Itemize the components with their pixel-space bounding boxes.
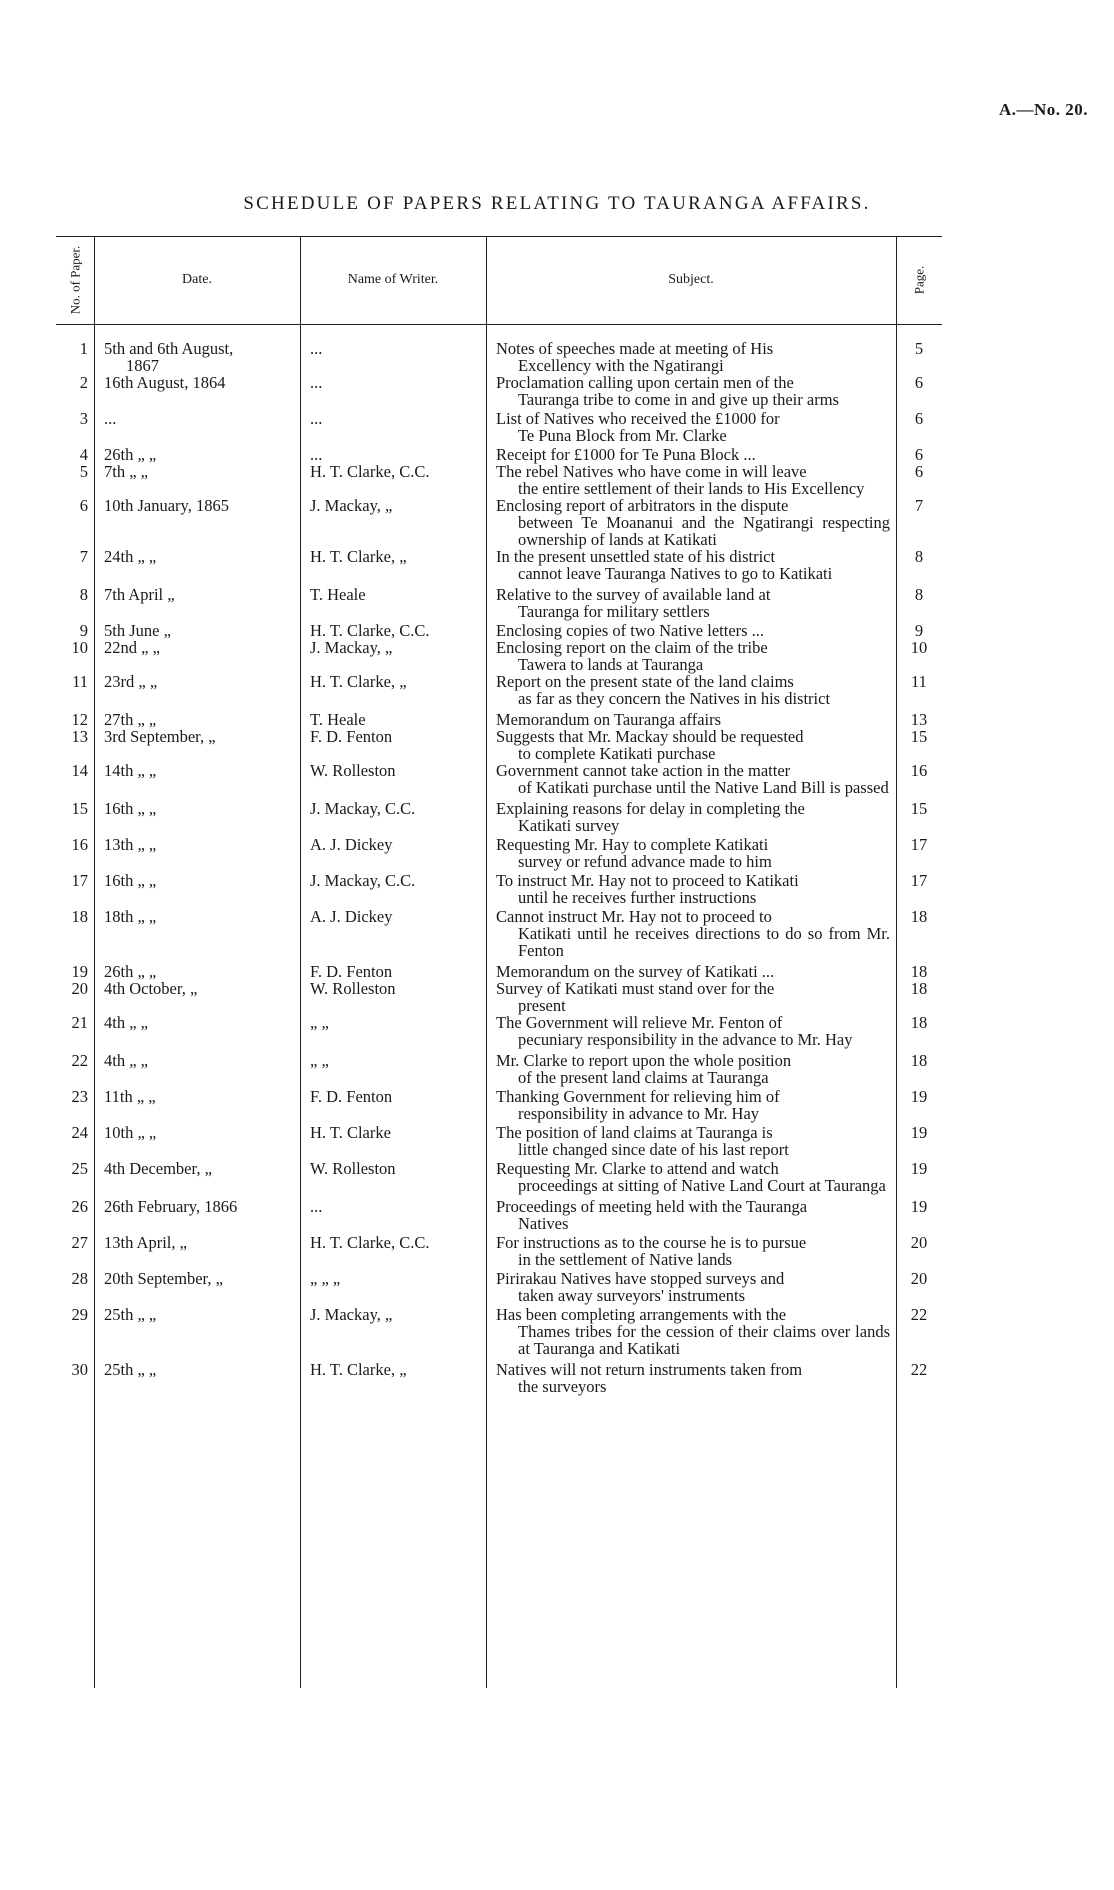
paper-date <box>94 340 300 374</box>
header-subject-label: Subject. <box>668 272 714 287</box>
writer-name: ... <box>310 445 323 464</box>
subject-continuation: taken away surveyors' instruments <box>518 1286 746 1305</box>
table-row <box>56 374 942 408</box>
writer-name: T. Heale <box>310 710 366 729</box>
subject-line: Government cannot take action in the matter <box>496 761 791 780</box>
paper-number: 24 <box>71 1123 88 1142</box>
paper-subject <box>486 908 896 959</box>
paper-date <box>94 1361 300 1395</box>
writer-name: H. T. Clarke, „ <box>310 1360 407 1379</box>
writer-name: H. T. Clarke, C.C. <box>310 1233 430 1252</box>
subject-continuation: Tauranga tribe to come in and give up their arms <box>518 390 839 409</box>
writer-name: „ „ <box>310 1051 329 1070</box>
subject-continuation: pecuniary responsibility in the advance to Mr. Hay <box>518 1030 853 1049</box>
paper-number: 9 <box>79 621 88 640</box>
paper-number: 13 <box>71 727 88 746</box>
writer-name: J. Mackay, C.C. <box>310 799 416 818</box>
table-row <box>56 728 942 762</box>
writer-name: A. J. Dickey <box>310 835 393 854</box>
paper-date <box>94 586 300 620</box>
table-row <box>56 410 942 444</box>
page-number: 6 <box>914 462 924 481</box>
paper-subject <box>486 1306 896 1357</box>
page-number: 16 <box>910 761 928 780</box>
page-number: 17 <box>910 835 928 854</box>
paper-subject <box>486 673 896 707</box>
subject-line: To instruct Mr. Hay not to proceed to Katikati <box>496 871 799 890</box>
page-number: 8 <box>914 585 924 604</box>
paper-date-line: 26th „ „ <box>104 962 157 981</box>
paper-subject <box>486 374 896 408</box>
paper-date-line: 23rd „ „ <box>104 672 158 691</box>
writer-name: H. T. Clarke, „ <box>310 672 407 691</box>
writer-name: H. T. Clarke, C.C. <box>310 621 430 640</box>
paper-date-line: 16th „ „ <box>104 799 157 818</box>
page-number: 18 <box>910 1013 928 1032</box>
subject-continuation: the entire settlement of their lands to His Excellency <box>518 479 865 498</box>
table-row <box>56 446 942 463</box>
table-row <box>56 673 942 707</box>
table-row <box>56 980 942 1014</box>
page-number: 11 <box>911 672 927 691</box>
subject-continuation: Katikati survey <box>518 816 620 835</box>
table-row <box>56 463 942 497</box>
paper-date-line: 7th April „ <box>104 585 175 604</box>
writer-name: F. D. Fenton <box>310 1087 393 1106</box>
paper-date <box>94 1160 300 1194</box>
paper-number: 10 <box>71 638 88 657</box>
paper-date-line: 26th „ „ <box>104 445 157 464</box>
paper-date-line: 16th „ „ <box>104 871 157 890</box>
paper-date-line: 10th January, 1865 <box>104 496 229 515</box>
subject-line: Enclosing report on the claim of the tribe <box>496 638 768 657</box>
subject-line: Enclosing report of arbitrators in the dispute <box>496 496 789 515</box>
subject-line: The position of land claims at Tauranga is <box>496 1123 773 1142</box>
paper-number: 30 <box>71 1360 88 1379</box>
subject-line: Mr. Clarke to report upon the whole position <box>496 1051 792 1070</box>
subject-line: In the present unsettled state of his district <box>496 547 776 566</box>
paper-date <box>94 639 300 673</box>
subject-line: Requesting Mr. Hay to complete Katikati <box>496 835 769 854</box>
paper-number: 29 <box>71 1305 88 1324</box>
subject-continuation: Katikati until he receives directions to do so from Mr. Fenton <box>518 924 890 960</box>
paper-subject <box>486 1124 896 1158</box>
paper-subject <box>486 1052 896 1086</box>
paper-subject <box>486 1234 896 1268</box>
table-row <box>56 1124 942 1158</box>
page-number: 22 <box>910 1305 928 1324</box>
paper-date-line: 26th February, 1866 <box>104 1197 238 1216</box>
paper-date-line: ... <box>104 409 117 428</box>
subject-line: Notes of speeches made at meeting of His <box>496 339 774 358</box>
paper-number: 7 <box>79 547 88 566</box>
paper-date-line: 5th and 6th August, <box>104 339 234 358</box>
paper-subject <box>486 963 896 980</box>
paper-number: 17 <box>71 871 88 890</box>
subject-line: Proceedings of meeting held with the Tauranga <box>496 1197 808 1216</box>
page-number: 6 <box>914 409 924 428</box>
paper-date-line: 13th „ „ <box>104 835 157 854</box>
paper-number: 14 <box>71 761 88 780</box>
paper-date-line: 24th „ „ <box>104 547 157 566</box>
paper-subject <box>486 800 896 834</box>
subject-continuation: of the present land claims at Tauranga <box>518 1068 769 1087</box>
subject-continuation: present <box>518 996 566 1015</box>
paper-date <box>94 908 300 959</box>
paper-number: 11 <box>72 672 88 691</box>
header-rule <box>56 324 942 325</box>
paper-date <box>94 1270 300 1304</box>
subject-line: Explaining reasons for delay in completing the <box>496 799 805 818</box>
table-row <box>56 1052 942 1086</box>
paper-number: 6 <box>79 496 88 515</box>
page-number: 19 <box>910 1159 928 1178</box>
writer-name: W. Rolleston <box>310 979 396 998</box>
subject-continuation: of Katikati purchase until the Native Land Bill is passed <box>518 778 889 797</box>
table-row <box>56 836 942 870</box>
page-number: 5 <box>914 339 924 358</box>
paper-date <box>94 1306 300 1357</box>
paper-date <box>94 1088 300 1122</box>
paper-date <box>94 872 300 906</box>
paper-number: 5 <box>79 462 88 481</box>
paper-date <box>94 1014 300 1048</box>
subject-line: Requesting Mr. Clarke to attend and watch <box>496 1159 779 1178</box>
subject-continuation: to complete Katikati purchase <box>518 744 716 763</box>
page-title: SCHEDULE OF PAPERS RELATING TO TAURANGA AFFAIRS. <box>243 193 871 214</box>
header-no-label: No. of Paper. <box>67 245 83 315</box>
paper-date-line: 11th „ „ <box>104 1087 156 1106</box>
page-number: 19 <box>910 1087 928 1106</box>
paper-date-line: 10th „ „ <box>104 1123 157 1142</box>
page-number: 19 <box>910 1197 928 1216</box>
schedule-table <box>56 236 942 1688</box>
subject-continuation: Te Puna Block from Mr. Clarke <box>518 426 727 445</box>
table-row <box>56 1234 942 1268</box>
subject-line: Receipt for £1000 for Te Puna Block ... <box>496 445 756 464</box>
writer-name: J. Mackay, C.C. <box>310 871 416 890</box>
table-row <box>56 1198 942 1232</box>
paper-date <box>94 980 300 1014</box>
table-row <box>56 548 942 582</box>
writer-name: ... <box>310 1197 323 1216</box>
page-number: 6 <box>914 445 924 464</box>
subject-line: Memorandum on the survey of Katikati ... <box>496 962 775 981</box>
page-number: 20 <box>910 1269 928 1288</box>
table-row <box>56 711 942 728</box>
header-writer <box>300 236 486 324</box>
paper-date <box>94 1052 300 1086</box>
paper-number: 21 <box>71 1013 88 1032</box>
page-number: 20 <box>910 1233 928 1252</box>
paper-date-line: 20th September, „ <box>104 1269 223 1288</box>
subject-continuation: cannot leave Tauranga Natives to go to Katikati <box>518 564 833 583</box>
header-subject <box>486 236 896 324</box>
page-number: 19 <box>910 1123 928 1142</box>
paper-number: 22 <box>71 1051 88 1070</box>
page-number: 8 <box>914 547 924 566</box>
paper-number: 12 <box>71 710 88 729</box>
table-row <box>56 908 942 959</box>
paper-subject <box>486 340 896 374</box>
page-number: 15 <box>910 727 928 746</box>
paper-date <box>94 800 300 834</box>
paper-number: 19 <box>71 962 88 981</box>
subject-continuation: Tauranga for military settlers <box>518 602 710 621</box>
subject-continuation: Tawera to lands at Tauranga <box>518 655 704 674</box>
subject-line: Cannot instruct Mr. Hay not to proceed to <box>496 907 772 926</box>
subject-line: Relative to the survey of available land at <box>496 585 771 604</box>
subject-line: Natives will not return instruments taken from <box>496 1360 803 1379</box>
paper-date <box>94 762 300 796</box>
page-number: 15 <box>910 799 928 818</box>
paper-subject <box>486 1270 896 1304</box>
paper-subject <box>486 872 896 906</box>
writer-name: J. Mackay, „ <box>310 1305 393 1324</box>
paper-subject <box>486 1361 896 1395</box>
paper-date-line: 14th „ „ <box>104 761 157 780</box>
paper-subject <box>486 639 896 673</box>
subject-continuation: responsibility in advance to Mr. Hay <box>518 1104 760 1123</box>
page-number: 18 <box>910 979 928 998</box>
paper-subject <box>486 1014 896 1048</box>
paper-date <box>94 410 300 444</box>
table-row <box>56 762 942 796</box>
subject-continuation: between Te Moananui and the Ngatirangi respecting ownership of lands at Katikati <box>518 513 890 549</box>
writer-name: H. T. Clarke <box>310 1123 391 1142</box>
writer-name: „ „ „ <box>310 1269 341 1288</box>
writer-name: H. T. Clarke, C.C. <box>310 462 430 481</box>
paper-subject <box>486 622 896 639</box>
paper-date <box>94 1198 300 1232</box>
subject-line: For instructions as to the course he is to pursue <box>496 1233 807 1252</box>
paper-subject <box>486 586 896 620</box>
paper-date-line: 5th June „ <box>104 621 171 640</box>
table-row <box>56 1160 942 1194</box>
paper-subject <box>486 711 896 728</box>
page-number: 17 <box>910 871 928 890</box>
subject-line: Suggests that Mr. Mackay should be requested <box>496 727 804 746</box>
subject-continuation: Thames tribes for the cession of their claims over lands at Tauranga and Katikati <box>518 1322 890 1358</box>
paper-date-line: 4th December, „ <box>104 1159 212 1178</box>
paper-subject <box>486 497 896 548</box>
subject-continuation: Natives <box>518 1214 569 1233</box>
subject-line: The Government will relieve Mr. Fenton of <box>496 1013 783 1032</box>
paper-subject <box>486 1160 896 1194</box>
table-row <box>56 1270 942 1304</box>
header-date-label: Date. <box>182 272 212 287</box>
header-page-label: Page. <box>911 265 926 295</box>
paper-number: 3 <box>79 409 88 428</box>
writer-name: ... <box>310 409 323 428</box>
header-page <box>896 236 942 324</box>
subject-continuation: survey or refund advance made to him <box>518 852 772 871</box>
subject-line: Proclamation calling upon certain men of the <box>496 373 794 392</box>
table-row <box>56 1014 942 1048</box>
writer-name: ... <box>310 373 323 392</box>
paper-date-line: 4th „ „ <box>104 1013 148 1032</box>
paper-number: 1 <box>79 339 88 358</box>
subject-line: List of Natives who received the £1000 for <box>496 409 780 428</box>
writer-name: ... <box>310 339 323 358</box>
paper-subject <box>486 463 896 497</box>
paper-date-line: 13th April, „ <box>104 1233 187 1252</box>
subject-line: Enclosing copies of two Native letters ... <box>496 621 765 640</box>
paper-date-line: 27th „ „ <box>104 710 157 729</box>
table-row <box>56 963 942 980</box>
paper-number: 16 <box>71 835 88 854</box>
paper-date <box>94 497 300 548</box>
table-row <box>56 1088 942 1122</box>
table-row <box>56 800 942 834</box>
paper-date <box>94 1234 300 1268</box>
table-row <box>56 497 942 548</box>
table-row <box>56 622 942 639</box>
paper-date-line: 25th „ „ <box>104 1305 157 1324</box>
paper-date-line: 25th „ „ <box>104 1360 157 1379</box>
writer-name: J. Mackay, „ <box>310 496 393 515</box>
paper-number: 27 <box>71 1233 88 1252</box>
page-number: 10 <box>910 638 928 657</box>
writer-name: W. Rolleston <box>310 761 396 780</box>
subject-line: Has been completing arrangements with the <box>496 1305 787 1324</box>
paper-number: 4 <box>79 445 88 464</box>
page-number: 22 <box>910 1360 928 1379</box>
subject-continuation: Excellency with the Ngatirangi <box>518 356 724 375</box>
writer-name: T. Heale <box>310 585 366 604</box>
subject-line: Survey of Katikati must stand over for the <box>496 979 775 998</box>
paper-subject <box>486 836 896 870</box>
page-number: 18 <box>910 1051 928 1070</box>
paper-number: 25 <box>71 1159 88 1178</box>
writer-name: F. D. Fenton <box>310 962 393 981</box>
subject-continuation: the surveyors <box>518 1377 607 1396</box>
paper-subject <box>486 1088 896 1122</box>
page-number: 9 <box>914 621 924 640</box>
paper-subject <box>486 548 896 582</box>
paper-date <box>94 711 300 728</box>
paper-date <box>94 1124 300 1158</box>
header-no <box>56 236 94 324</box>
paper-number: 18 <box>71 907 88 926</box>
subject-line: Thanking Government for relieving him of <box>496 1087 780 1106</box>
paper-number: 23 <box>71 1087 88 1106</box>
paper-date-line: 1867 <box>126 356 159 375</box>
subject-continuation: until he receives further instructions <box>518 888 757 907</box>
paper-date <box>94 836 300 870</box>
table-row <box>56 1361 942 1395</box>
paper-number: 28 <box>71 1269 88 1288</box>
paper-date <box>94 963 300 980</box>
writer-name: H. T. Clarke, „ <box>310 547 407 566</box>
page-number: 18 <box>910 907 928 926</box>
subject-line: Memorandum on Tauranga affairs <box>496 710 722 729</box>
paper-date <box>94 463 300 497</box>
paper-number: 8 <box>79 585 88 604</box>
paper-date-line: 18th „ „ <box>104 907 157 926</box>
subject-line: Pirirakau Natives have stopped surveys and <box>496 1269 785 1288</box>
table-row <box>56 340 942 374</box>
paper-date <box>94 673 300 707</box>
writer-name: W. Rolleston <box>310 1159 396 1178</box>
subject-continuation: proceedings at sitting of Native Land Court at Tauranga <box>518 1176 886 1195</box>
paper-date-line: 4th October, „ <box>104 979 198 998</box>
paper-subject <box>486 728 896 762</box>
page-number: 6 <box>914 373 924 392</box>
paper-date <box>94 728 300 762</box>
header-writer-label: Name of Writer. <box>347 272 439 287</box>
writer-name: J. Mackay, „ <box>310 638 393 657</box>
paper-number: 20 <box>71 979 88 998</box>
page-number: 18 <box>910 962 928 981</box>
page-number: 7 <box>914 496 924 515</box>
paper-subject <box>486 410 896 444</box>
paper-date <box>94 446 300 463</box>
paper-date-line: 3rd September, „ <box>104 727 216 746</box>
subject-line: Report on the present state of the land claims <box>496 672 794 691</box>
subject-continuation: in the settlement of Native lands <box>518 1250 732 1269</box>
paper-date <box>94 622 300 639</box>
header-date <box>94 236 300 324</box>
writer-name: F. D. Fenton <box>310 727 393 746</box>
paper-number: 2 <box>79 373 88 392</box>
paper-subject <box>486 1198 896 1232</box>
subject-continuation: little changed since date of his last report <box>518 1140 789 1159</box>
subject-continuation: as far as they concern the Natives in his district <box>518 689 831 708</box>
table-body <box>56 340 942 1395</box>
paper-date <box>94 548 300 582</box>
writer-name: A. J. Dickey <box>310 907 393 926</box>
table-row <box>56 586 942 620</box>
paper-subject <box>486 446 896 463</box>
page-number: 13 <box>910 710 928 729</box>
page-reference: A.—No. 20. <box>998 100 1088 119</box>
subject-line: The rebel Natives who have come in will leave <box>496 462 807 481</box>
table-row <box>56 1306 942 1357</box>
paper-number: 26 <box>71 1197 88 1216</box>
paper-number: 15 <box>71 799 88 818</box>
table-row <box>56 872 942 906</box>
paper-date <box>94 374 300 408</box>
paper-date-line: 22nd „ „ <box>104 638 160 657</box>
table-row <box>56 639 942 673</box>
paper-date-line: 7th „ „ <box>104 462 148 481</box>
paper-subject <box>486 980 896 1014</box>
writer-name: „ „ <box>310 1013 329 1032</box>
paper-date-line: 4th „ „ <box>104 1051 148 1070</box>
paper-subject <box>486 762 896 796</box>
paper-date-line: 16th August, 1864 <box>104 373 226 392</box>
